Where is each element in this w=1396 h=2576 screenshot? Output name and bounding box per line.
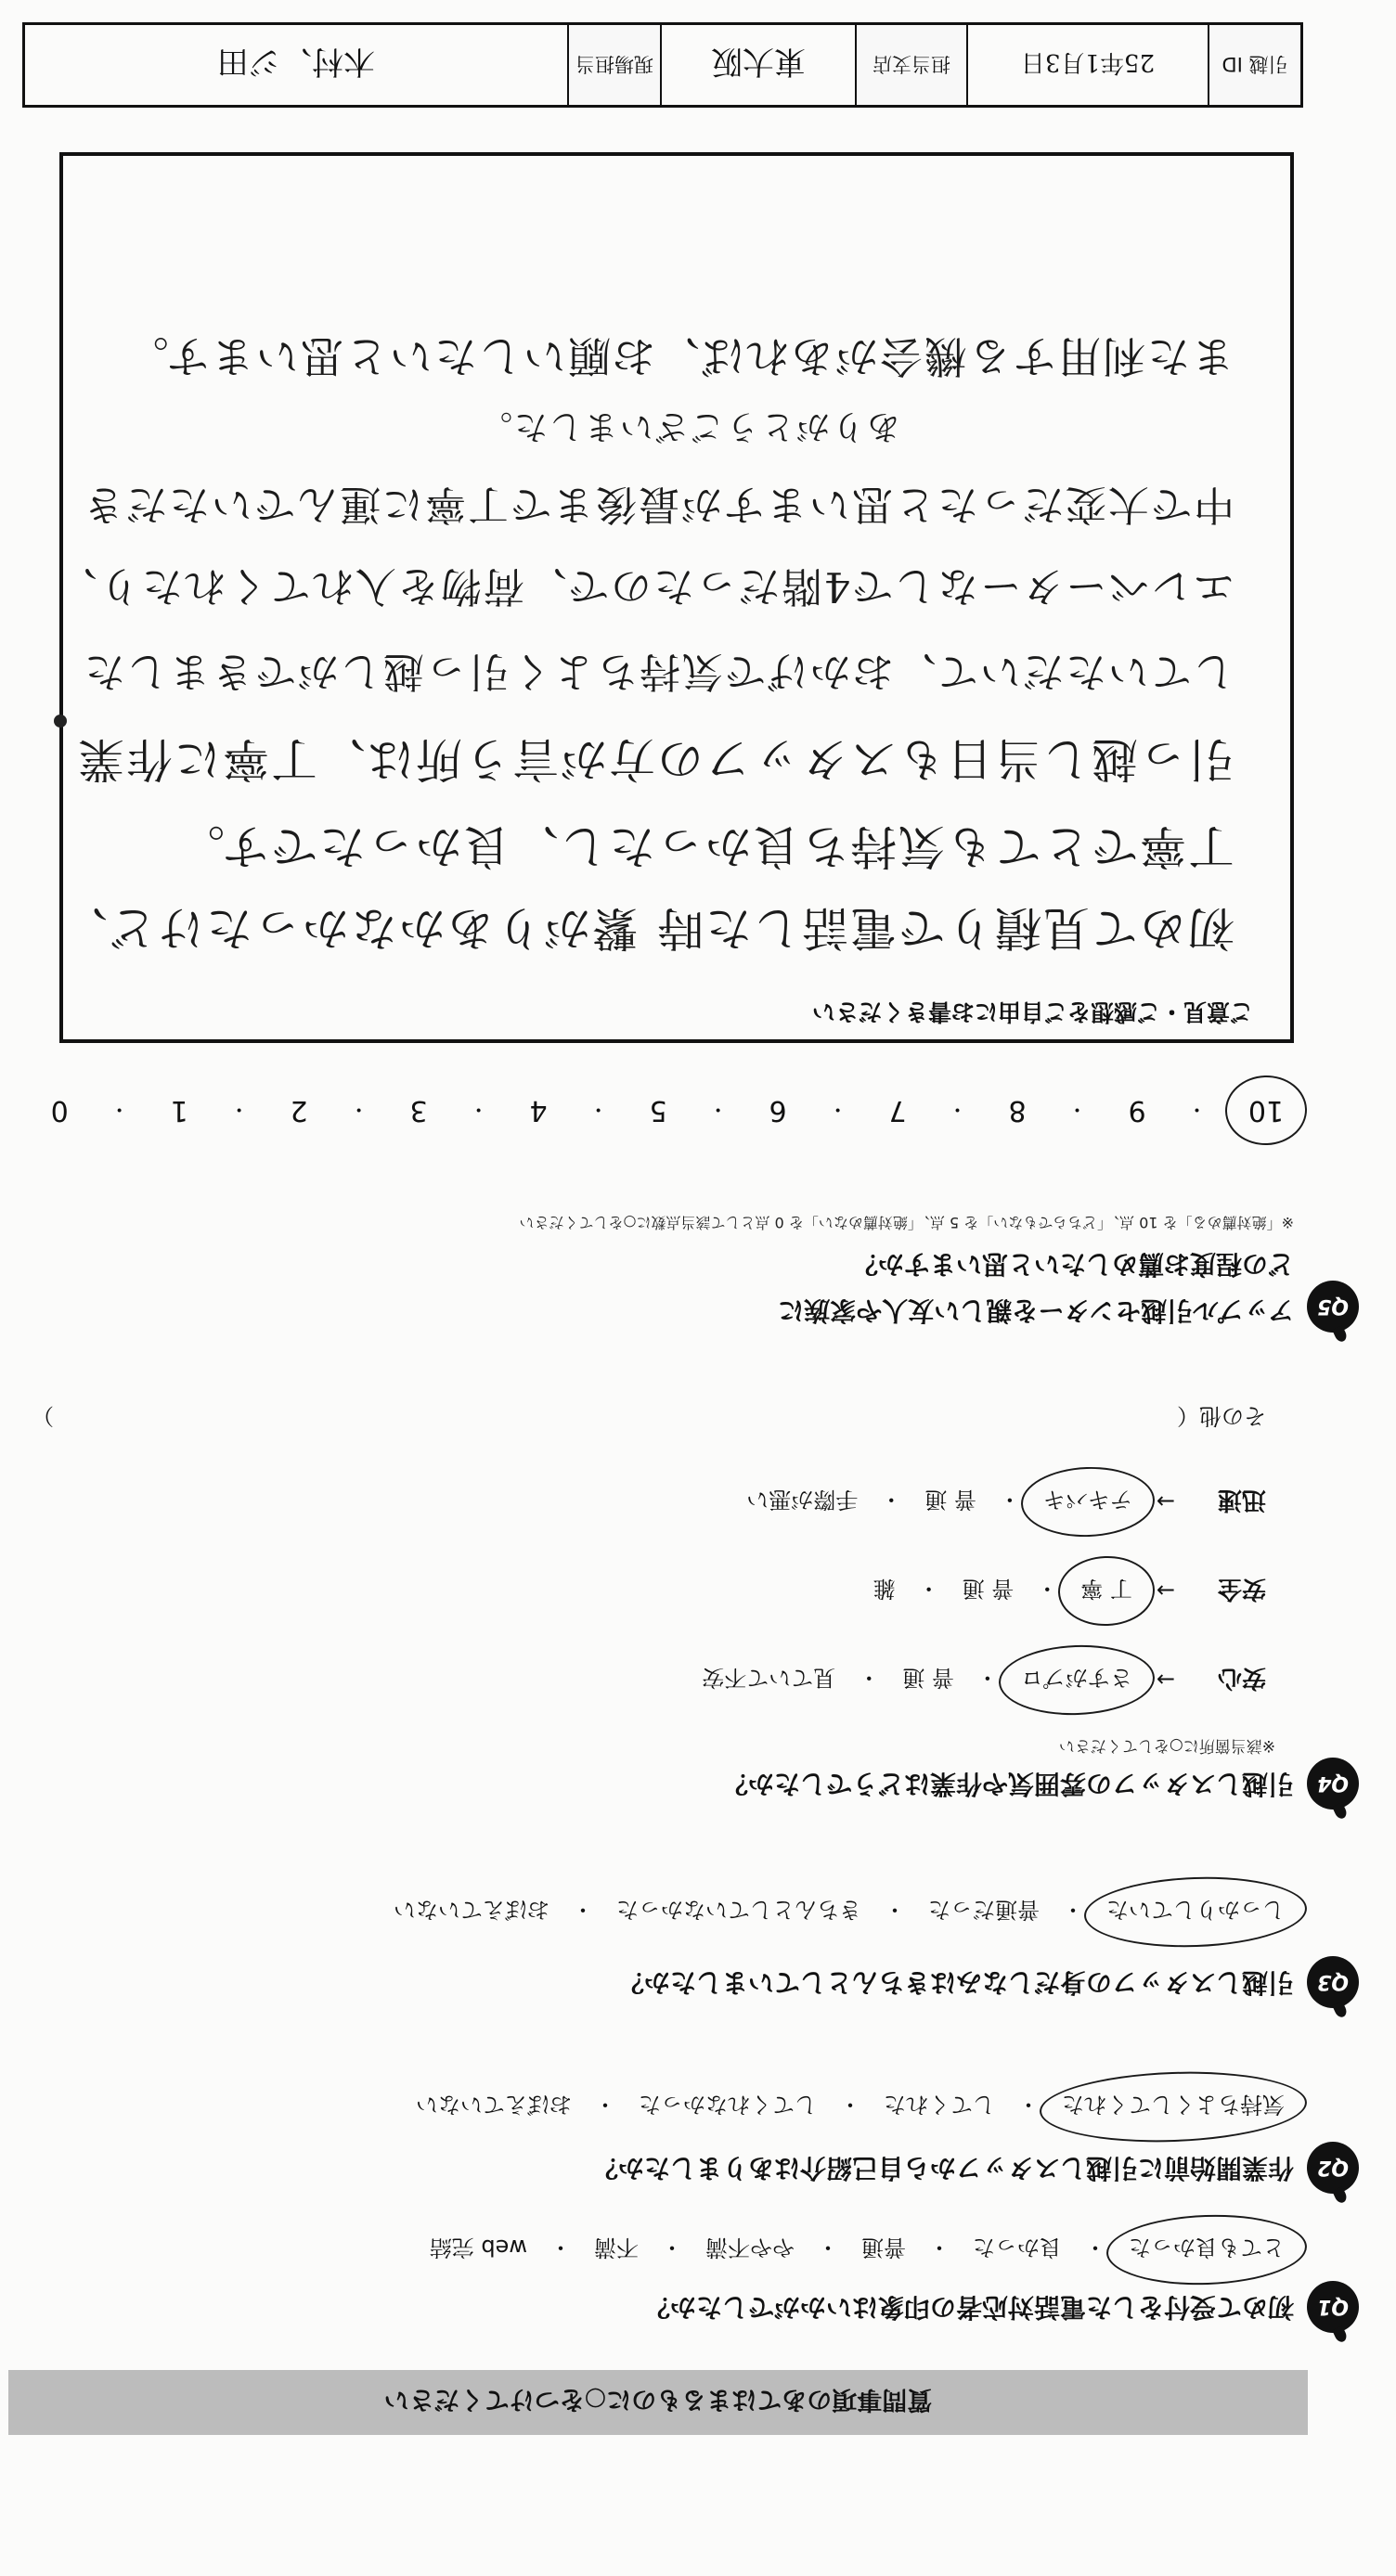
q1-option[interactable]: 不満: [594, 2235, 639, 2260]
q4-option[interactable]: 普 通: [902, 1665, 954, 1691]
q5-score[interactable]: 0: [50, 1094, 69, 1127]
q4-other-label: その他（: [1177, 1403, 1266, 1429]
comment-line: また利用する機会があれば、お願いしたいと思います。: [123, 331, 1234, 381]
q5-score[interactable]: 5: [649, 1094, 667, 1127]
q5-score[interactable]: 4: [529, 1094, 548, 1127]
q4-option-selected[interactable]: 丁 寧: [1071, 1571, 1142, 1611]
q4-option[interactable]: 見ていて不安: [702, 1665, 836, 1691]
branch-value: 東大阪: [660, 25, 855, 105]
q4-row-label: 迅速: [1217, 1486, 1266, 1513]
comment-line: エレベーターなしで4階だったので、荷物を入れてくれたり、: [54, 562, 1234, 610]
id-label: 引越 ID: [1208, 25, 1300, 105]
staff-label: 現場担当: [567, 25, 660, 105]
comment-line: 初めて見積りで電話した時 繋がりあかなかったけど、: [59, 901, 1234, 955]
q4-option-selected[interactable]: テキパキ: [1034, 1482, 1142, 1522]
q2-options: 気持ちよくしてくれた ・ してくれた ・ してくれなかった ・ おぼえていない: [407, 2087, 1294, 2127]
instruction-bar: [8, 2370, 1308, 2435]
q3-options: しっかりしていた ・ 普通だった ・ きちんとしていなかった ・ おぼえていない: [384, 1892, 1294, 1932]
q1-option[interactable]: やや不満: [705, 2235, 795, 2260]
q5-score-selected[interactable]: 10: [1238, 1090, 1294, 1130]
q1-option-selected[interactable]: とても良かった: [1119, 2230, 1294, 2270]
punch-hole: [54, 715, 67, 728]
q1-option[interactable]: web 完結: [429, 2235, 527, 2260]
q5-score[interactable]: 6: [769, 1094, 787, 1127]
q5-note: ※「絶対薦める」を 10 点、「どちらでもない」を 5 点、「絶対薦めない」を 0 点として該当点数に○をしてください: [519, 1214, 1294, 1231]
id-value: 25年1月3日: [966, 25, 1208, 105]
q2-option[interactable]: してくれた: [884, 2092, 995, 2118]
comment-line: していただいて、おかげで気持ちよく引っ越しができました: [82, 648, 1234, 695]
q1-badge: Q1: [1307, 2281, 1359, 2333]
instruction-text: 質問事項のあてはまるものに○をつけてください: [383, 2385, 933, 2415]
comment-title: ご意見・ご感想をご自由にお書きください: [811, 998, 1253, 1025]
q2-option[interactable]: してくれなかった: [639, 2092, 817, 2118]
q3-option[interactable]: きちんとしていなかった: [616, 1897, 861, 1923]
q1-options: とても良かった ・ 良かった ・ 普通 ・ やや不満 ・ 不満 ・ web 完結: [420, 2230, 1294, 2270]
q3-question: 引越しスタッフの身だしなみはきちんとしていましたか？: [617, 1967, 1294, 1998]
comment-box[interactable]: [54, 152, 1294, 1043]
q4-row-label: 安心: [1217, 1664, 1266, 1692]
q3-option-selected[interactable]: しっかりしていた: [1097, 1892, 1294, 1932]
q4-row-label: 安全: [1217, 1575, 1266, 1603]
q4-question: 引越しスタッフの雰囲気や作業はどうでしたか？: [721, 1769, 1294, 1799]
comment-line: ありがとうございました。: [476, 407, 900, 445]
q5-badge: Q5: [1307, 1281, 1359, 1333]
q5-question-line2: どの程度お薦めしたいと思いますか？: [851, 1249, 1294, 1280]
q1-option[interactable]: 良かった: [973, 2235, 1062, 2260]
q4-row-jinsoku: 迅速 → テキパキ ・ 普 通 ・ 手際が悪い: [737, 1482, 1266, 1522]
id-table: [22, 22, 1303, 108]
q4-option-selected[interactable]: さすがプロ: [1012, 1660, 1142, 1700]
q4-other-row: [32, 1402, 1266, 1435]
q2-question: 作業開始前に引越しスタッフから自己紹介はありましたか？: [591, 2153, 1294, 2183]
q3-badge: Q3: [1307, 1956, 1359, 2008]
q4-option[interactable]: 普 通: [962, 1576, 1015, 1602]
q5-scale: 10 ・ 9 ・ 8 ・ 7 ・ 6 ・ 5 ・ 4 ・ 3 ・ 2 ・ 1 ・ 0: [41, 1090, 1294, 1130]
q4-badge: Q4: [1307, 1758, 1359, 1810]
q2-option-selected[interactable]: 気持ちよくしてくれた: [1053, 2087, 1294, 2127]
q4-other-close: ）: [32, 1403, 54, 1429]
q4-note: ※該当箇所に○をしてください: [1058, 1736, 1275, 1755]
q4-option[interactable]: 普 通: [924, 1487, 976, 1513]
q5-score[interactable]: 7: [888, 1094, 907, 1127]
q1-option[interactable]: 普通: [861, 2235, 906, 2260]
branch-label: 担当支店: [855, 25, 966, 105]
q5-score[interactable]: 1: [170, 1094, 188, 1127]
comment-line: 丁寧でとても気持ち良かったし、良かったです。: [176, 819, 1234, 873]
q5-score[interactable]: 8: [1008, 1094, 1027, 1127]
q2-badge: Q2: [1307, 2142, 1359, 2194]
q5-score[interactable]: 2: [290, 1094, 308, 1127]
q4-row-anshin: 安心 → さすがプロ ・ 普 通 ・ 見ていて不安: [692, 1660, 1266, 1700]
q4-row-anzen: 安全 → 丁 寧 ・ 普 通 ・ 雑: [864, 1571, 1266, 1611]
q4-option[interactable]: 雑: [872, 1576, 896, 1602]
staff-value: 木村、ジ田: [217, 43, 375, 81]
q3-option[interactable]: 普通だった: [928, 1897, 1040, 1923]
q5-question-line1: アップル引越センターを親しい友人や家族に: [778, 1295, 1294, 1326]
q5-score[interactable]: 3: [409, 1094, 428, 1127]
comment-line: 中で大変だったと思いますが最後まで丁寧に運んでいただき: [82, 481, 1234, 528]
q2-option[interactable]: おぼえていない: [416, 2092, 572, 2118]
q4-option[interactable]: 手際が悪い: [746, 1487, 859, 1513]
q5-score[interactable]: 9: [1128, 1094, 1146, 1127]
q1-question: 初めて受付をした電話対応者の印象はいかがでしたか？: [643, 2292, 1294, 2323]
q3-option[interactable]: おぼえていない: [394, 1897, 549, 1923]
comment-line: 引っ越し当日もスタッフの方が言う所は、丁寧に作業: [76, 732, 1234, 786]
